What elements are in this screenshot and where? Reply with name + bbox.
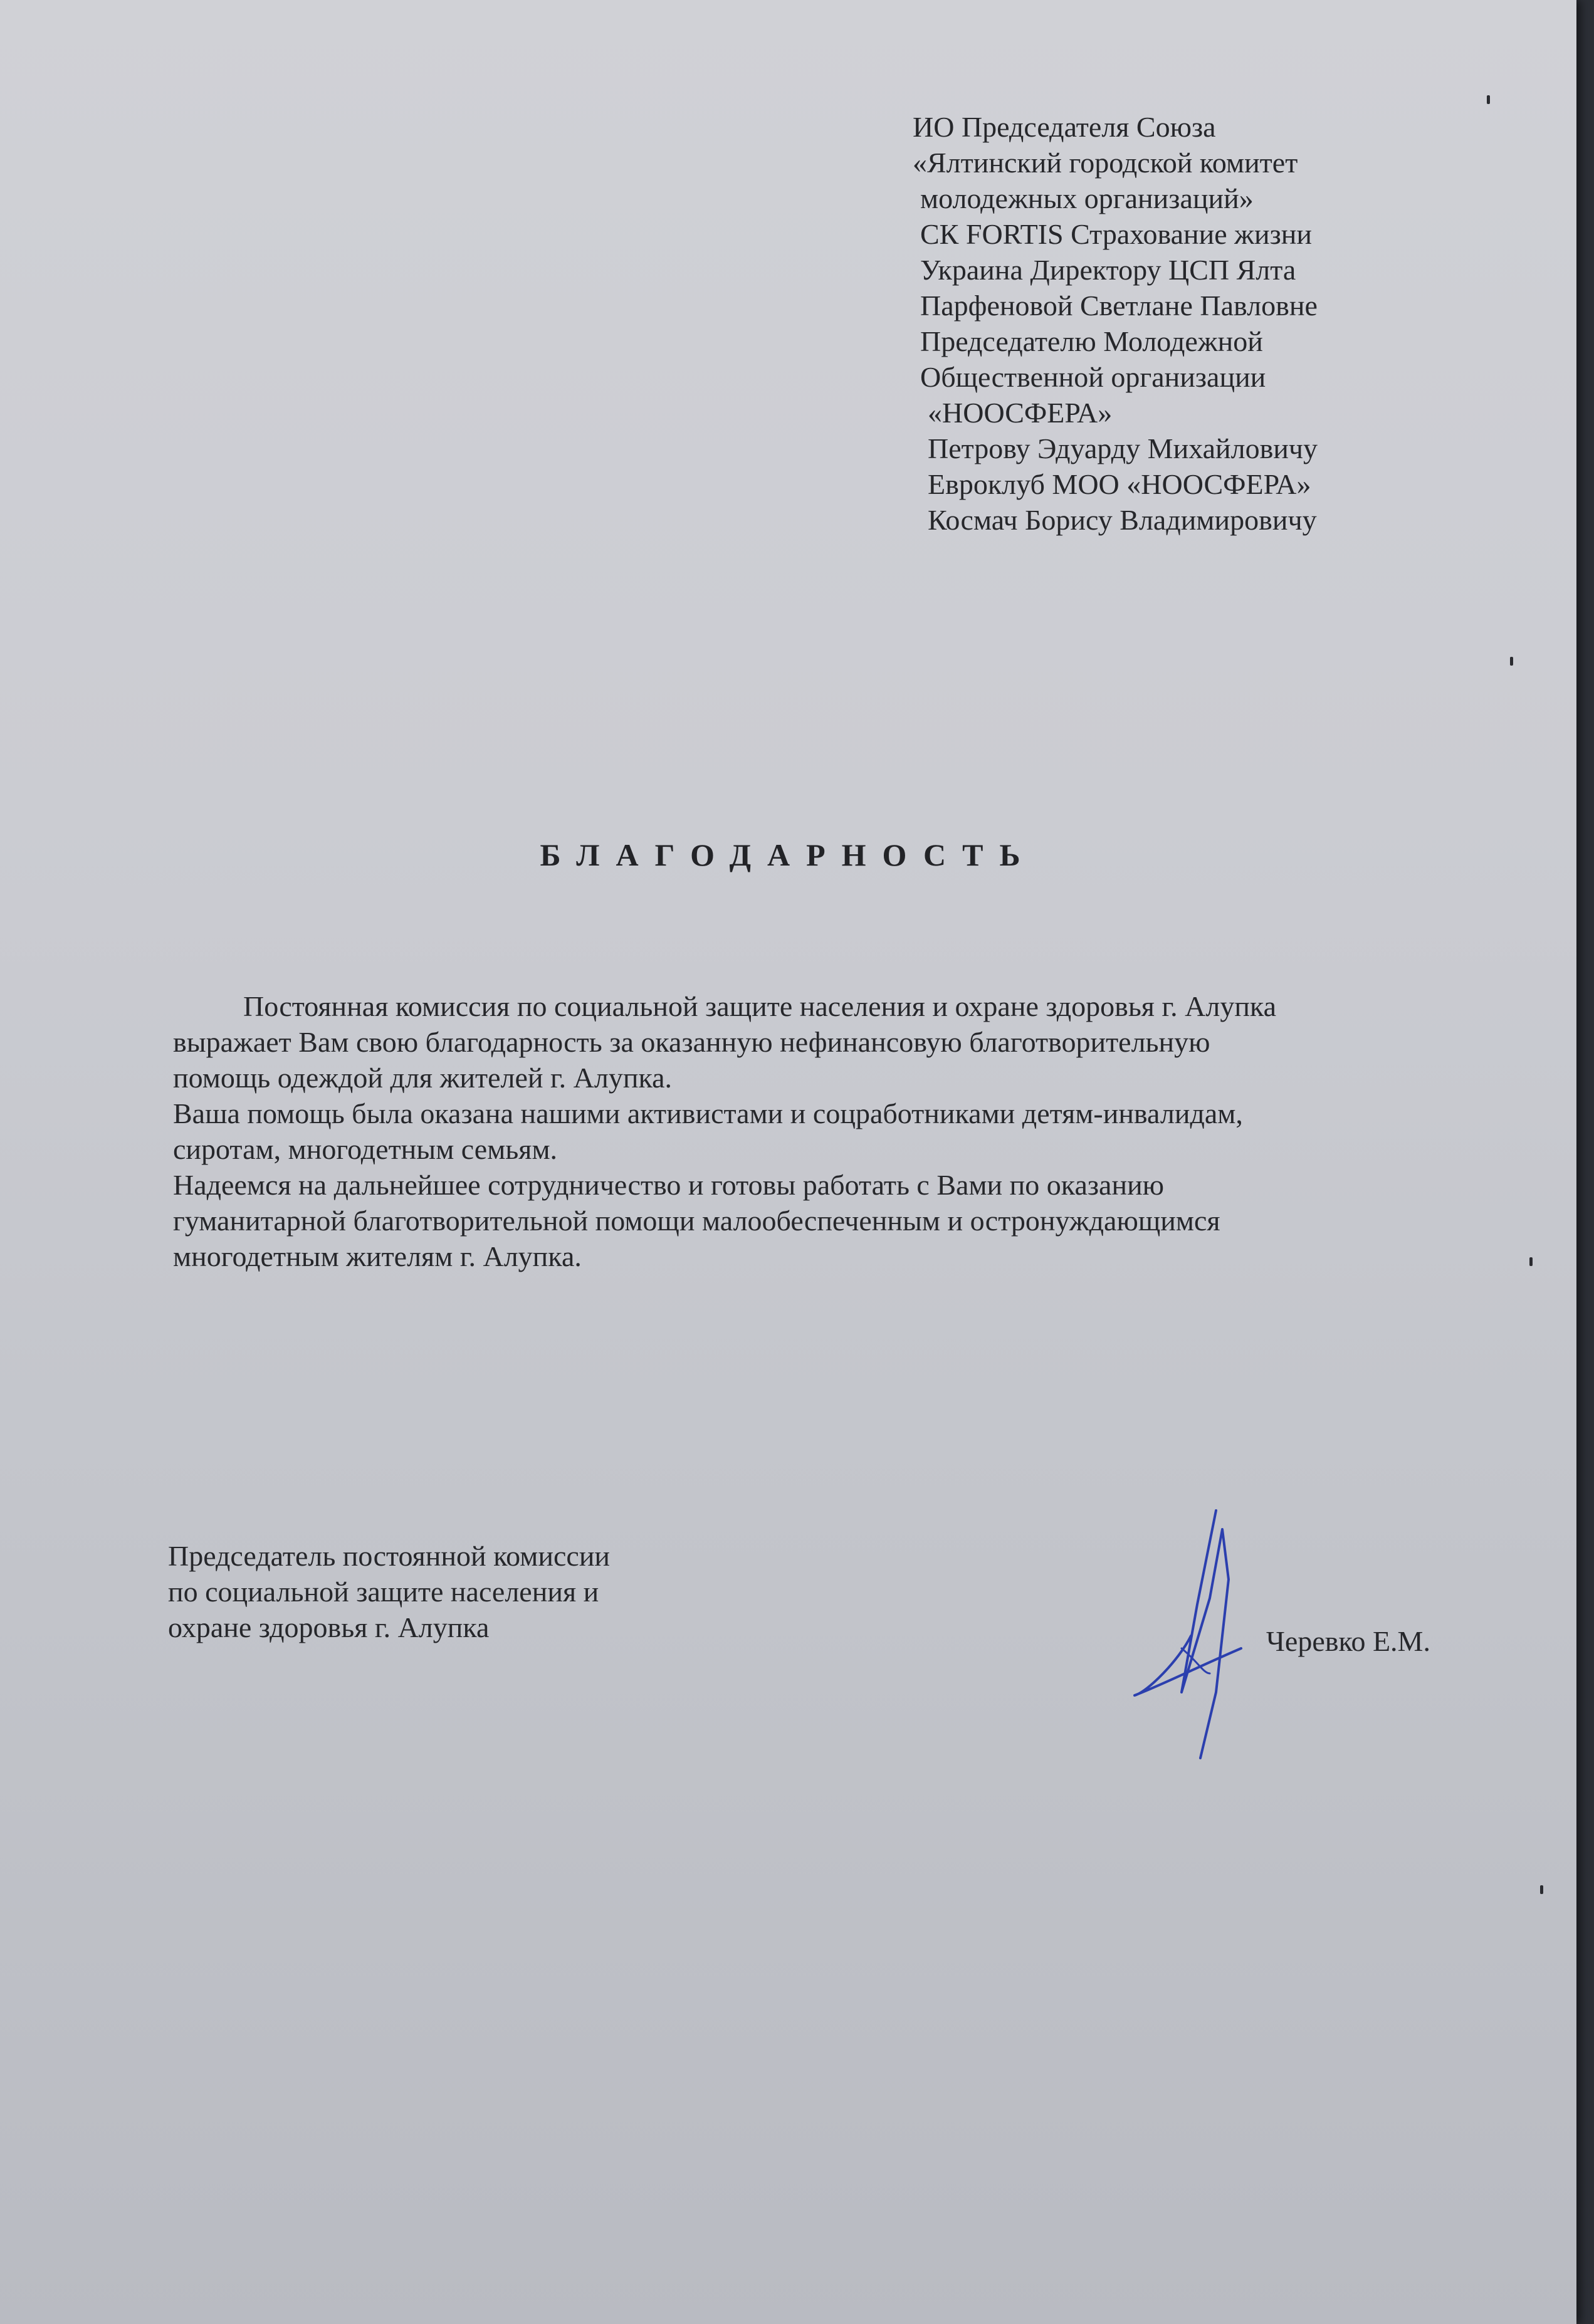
addressee-line: СК FORTIS Страхование жизни [920, 218, 1312, 250]
signatory-title-line: по социальной защите населения и [168, 1576, 599, 1608]
addressee-line: молодежных организаций» [920, 182, 1254, 214]
body-line: Надеемся на дальнейшее сотрудничество и готовы работать с Вами по оказанию [173, 1169, 1165, 1201]
addressee-line: ИО Председателя Союза [913, 111, 1216, 143]
addressee-block [913, 109, 1477, 538]
handwritten-signature [1122, 1504, 1272, 1767]
addressee-line: Евроклуб МОО «НООСФЕРА» [928, 468, 1311, 500]
addressee-line: «Ялтинский городской комитет [913, 147, 1298, 179]
addressee-line: Парфеновой Светлане Павловне [920, 290, 1318, 322]
addressee-line: Петрову Эдуарду Михайловичу [928, 432, 1318, 464]
body-line: Ваша помощь была оказана нашими активистами и соцработниками детям-инвалидам, [173, 1097, 1243, 1129]
body-line: помощь одеждой для жителей г. Алупка. [173, 1062, 673, 1094]
addressee-line: Общественной организации [920, 361, 1266, 393]
body-line: сиротам, многодетным семьям. [173, 1133, 558, 1165]
scan-mark [1487, 95, 1490, 104]
body-line: выражает Вам свою благодарность за оказанную нефинансовую благотворительную [173, 1026, 1210, 1058]
scan-mark [1529, 1257, 1533, 1266]
addressee-line: Украина Директору ЦСП Ялта [920, 254, 1296, 286]
scan-mark [1510, 657, 1513, 666]
body-line: многодетным жителям г. Алупка. [173, 1240, 582, 1272]
body-line: Постоянная комиссия по социальной защите населения и охране здоровья г. Алупка [243, 990, 1277, 1022]
letter-body [173, 988, 1489, 1274]
addressee-line: Космач Борису Владимировичу [928, 504, 1317, 536]
signatory-title-line: Председатель постоянной комиссии [168, 1540, 611, 1572]
signer-name: Черевко Е.М. [1266, 1625, 1430, 1657]
signatory-title [168, 1538, 795, 1645]
scan-mark [1540, 1885, 1543, 1894]
document-title: БЛАГОДАРНОСТЬ [540, 837, 1037, 872]
body-line: гуманитарной благотворительной помощи малообеспеченным и остронуждающимся [173, 1205, 1220, 1237]
addressee-line: «НООСФЕРА» [928, 397, 1113, 429]
addressee-line: Председателю Молодежной [920, 325, 1263, 357]
signatory-title-line: охране здоровья г. Алупка [168, 1611, 490, 1643]
